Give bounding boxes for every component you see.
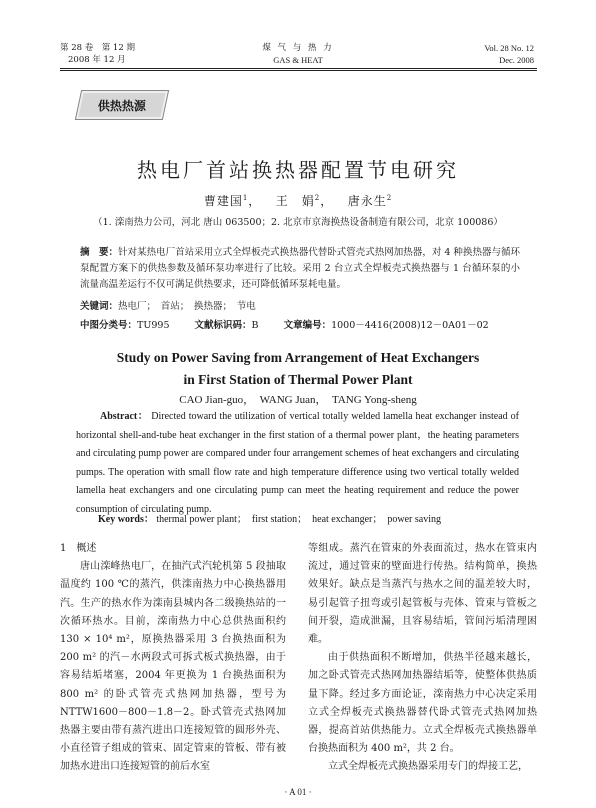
body-column-right — [308, 540, 537, 777]
body-paragraph: 唐山滦峰热电厂，在抽汽式汽轮机第 5 段抽取温度约 100 ℃的蒸汽，供滦南热力中心换热器用汽。生产的热水作为滦南县城内各二级换热站的一次循环热水。目前，滦南热力中心总供热面积约 130 × 10⁴ m²，原换热器采用 3 台换热面积为 200 m² 的汽－水两段式可拆式板式换热器，由于容易结垢堵塞，2004 年更换为 1 台换热面积为 800 m² 的卧式管壳式热网加热器，型号为 NTTW1600－800－1.8－2。卧式管壳式热网加热器主要由带有蒸汽进出口连接短管的圆形外壳、小直径管子组成的管束、固定管束的管板、带有被加热水进出口连接短管的前后水室 — [60, 561, 286, 773]
article-title-en-line2: in First Station of Thermal Power Plant — [183, 372, 413, 387]
author-2: 王 娟 — [275, 194, 315, 208]
article-title-en-line1: Study on Power Saving from Arrangement of Heat Exchangers — [116, 350, 480, 365]
journal-name-en: GAS & HEAT — [273, 55, 323, 65]
article-id-label: 文章编号： — [283, 320, 332, 331]
journal-name-cn: 煤 气 与 热 力 — [262, 43, 334, 53]
authors-en: CAO Jian-guo， WANG Juan， TANG Yong-sheng — [179, 394, 417, 406]
clc-label: 中图分类号： — [80, 320, 138, 331]
keywords-en — [98, 510, 441, 525]
author-2-affil: 2 — [314, 194, 321, 202]
author-3-affil: 2 — [386, 194, 393, 202]
author-1: 曹建国 — [203, 194, 243, 208]
column-badge-label: 供热热源 — [97, 98, 146, 113]
body-column-left — [60, 540, 286, 777]
article-id-value: 1000－4416(2008)12－0A01－02 — [331, 320, 489, 331]
body-paragraph: 等组成。蒸汽在管束的外表面流过，热水在管束内流过，通过管束的壁面进行传热。结构简单，换热效果好。缺点是当蒸汽与热水之间的温差较大时，易引起管子扭弯或引起管板与壳体、管束与管板之间开裂，造成泄漏，且容易结垢，管间污垢清理困难。 — [308, 543, 537, 646]
abstract-en-text: Directed toward the utilization of vertical totally welded lamella heat exchanger instead of horizontal shell-and-tube heat exchanger in the first station of a thermal power plant，the heating parameters and circulating pump power are compared under four arrangement schemes of heat exchangers and circulating pumps. The operation with small flow rate and high temperature difference using two vertical totally welded lamella heat exchangers and one circulating pump can meet the heating requirement and reduce the power consumption of circulating pump. — [76, 411, 519, 515]
page-number: · A 01 · — [284, 787, 312, 797]
author-3: 唐永生 — [347, 194, 387, 208]
doc-code-value: B — [251, 320, 259, 331]
authors-cn: 曹建国$^1$， 王 娟$^2$， 唐永生$^2$ — [203, 194, 393, 208]
keywords-en-label: Key words： — [98, 514, 154, 525]
body-paragraph: 由于供热面积不断增加，供热半径越来越长，加之卧式管壳式热网加热器结垢等，使整体供热质量下降。经过多方面论证，滦南热力中心决定采用立式全焊板壳式换热器替代卧式管壳式热网加热器，提高首站供热能力。立式全焊板壳式换热器单台换热面积为 400 m²，共 2 台。 — [308, 652, 537, 755]
issue-date-en: Dec. 2008 — [499, 55, 534, 65]
column-badge — [75, 90, 169, 120]
section-heading: 1 概述 — [60, 543, 97, 554]
keywords-en-text: thermal power plant； first station； heat exchanger； power saving — [156, 514, 441, 525]
journal-volume-info-en — [484, 42, 534, 66]
body-paragraph: 立式全焊板壳式换热器采用专门的焊接工艺， — [328, 761, 528, 773]
header-rule-thin — [60, 70, 537, 71]
abstract-cn-text: 针对某热电厂首站采用立式全焊板壳式换热器代替卧式管壳式热网加热器，对 4 种换热器与循环泵配置方案下的供热参数及循环泵功率进行了比较。采用 2 台立式全焊板壳式换热器与 1 台循环泵的小流量高温差运行不仅可满足供热要求，还可降低循环泵耗电量。 — [80, 247, 520, 290]
abstract-cn — [80, 245, 520, 293]
doc-code-label: 文献标识码： — [194, 320, 252, 331]
article-title-en — [0, 347, 596, 391]
keywords-cn-text: 热电厂； 首站； 换热器； 节电 — [118, 301, 256, 312]
volume-issue: 第 28 卷 第 12 期 — [60, 43, 135, 53]
classification-line — [80, 317, 489, 331]
keywords-cn-label: 关键词： — [80, 301, 119, 312]
clc-value: TU995 — [137, 320, 170, 331]
volume-issue-en: Vol. 28 No. 12 — [484, 43, 534, 53]
header-rule — [60, 68, 537, 69]
affiliation-cn: （1. 滦南热力公司，河北 唐山 063500；2. 北京市京海换热设备制造有限公司，北京 100086） — [93, 217, 503, 228]
abstract-en — [76, 408, 519, 519]
keywords-cn — [80, 298, 256, 312]
article-title-cn: 热电厂首站换热器配置节电研究 — [137, 158, 459, 182]
issue-date: 2008 年 12 月 — [68, 55, 126, 65]
abstract-en-label: Abstract： — [100, 411, 149, 422]
author-1-affil: 1 — [242, 194, 249, 202]
abstract-cn-label: 摘 要： — [80, 247, 119, 258]
